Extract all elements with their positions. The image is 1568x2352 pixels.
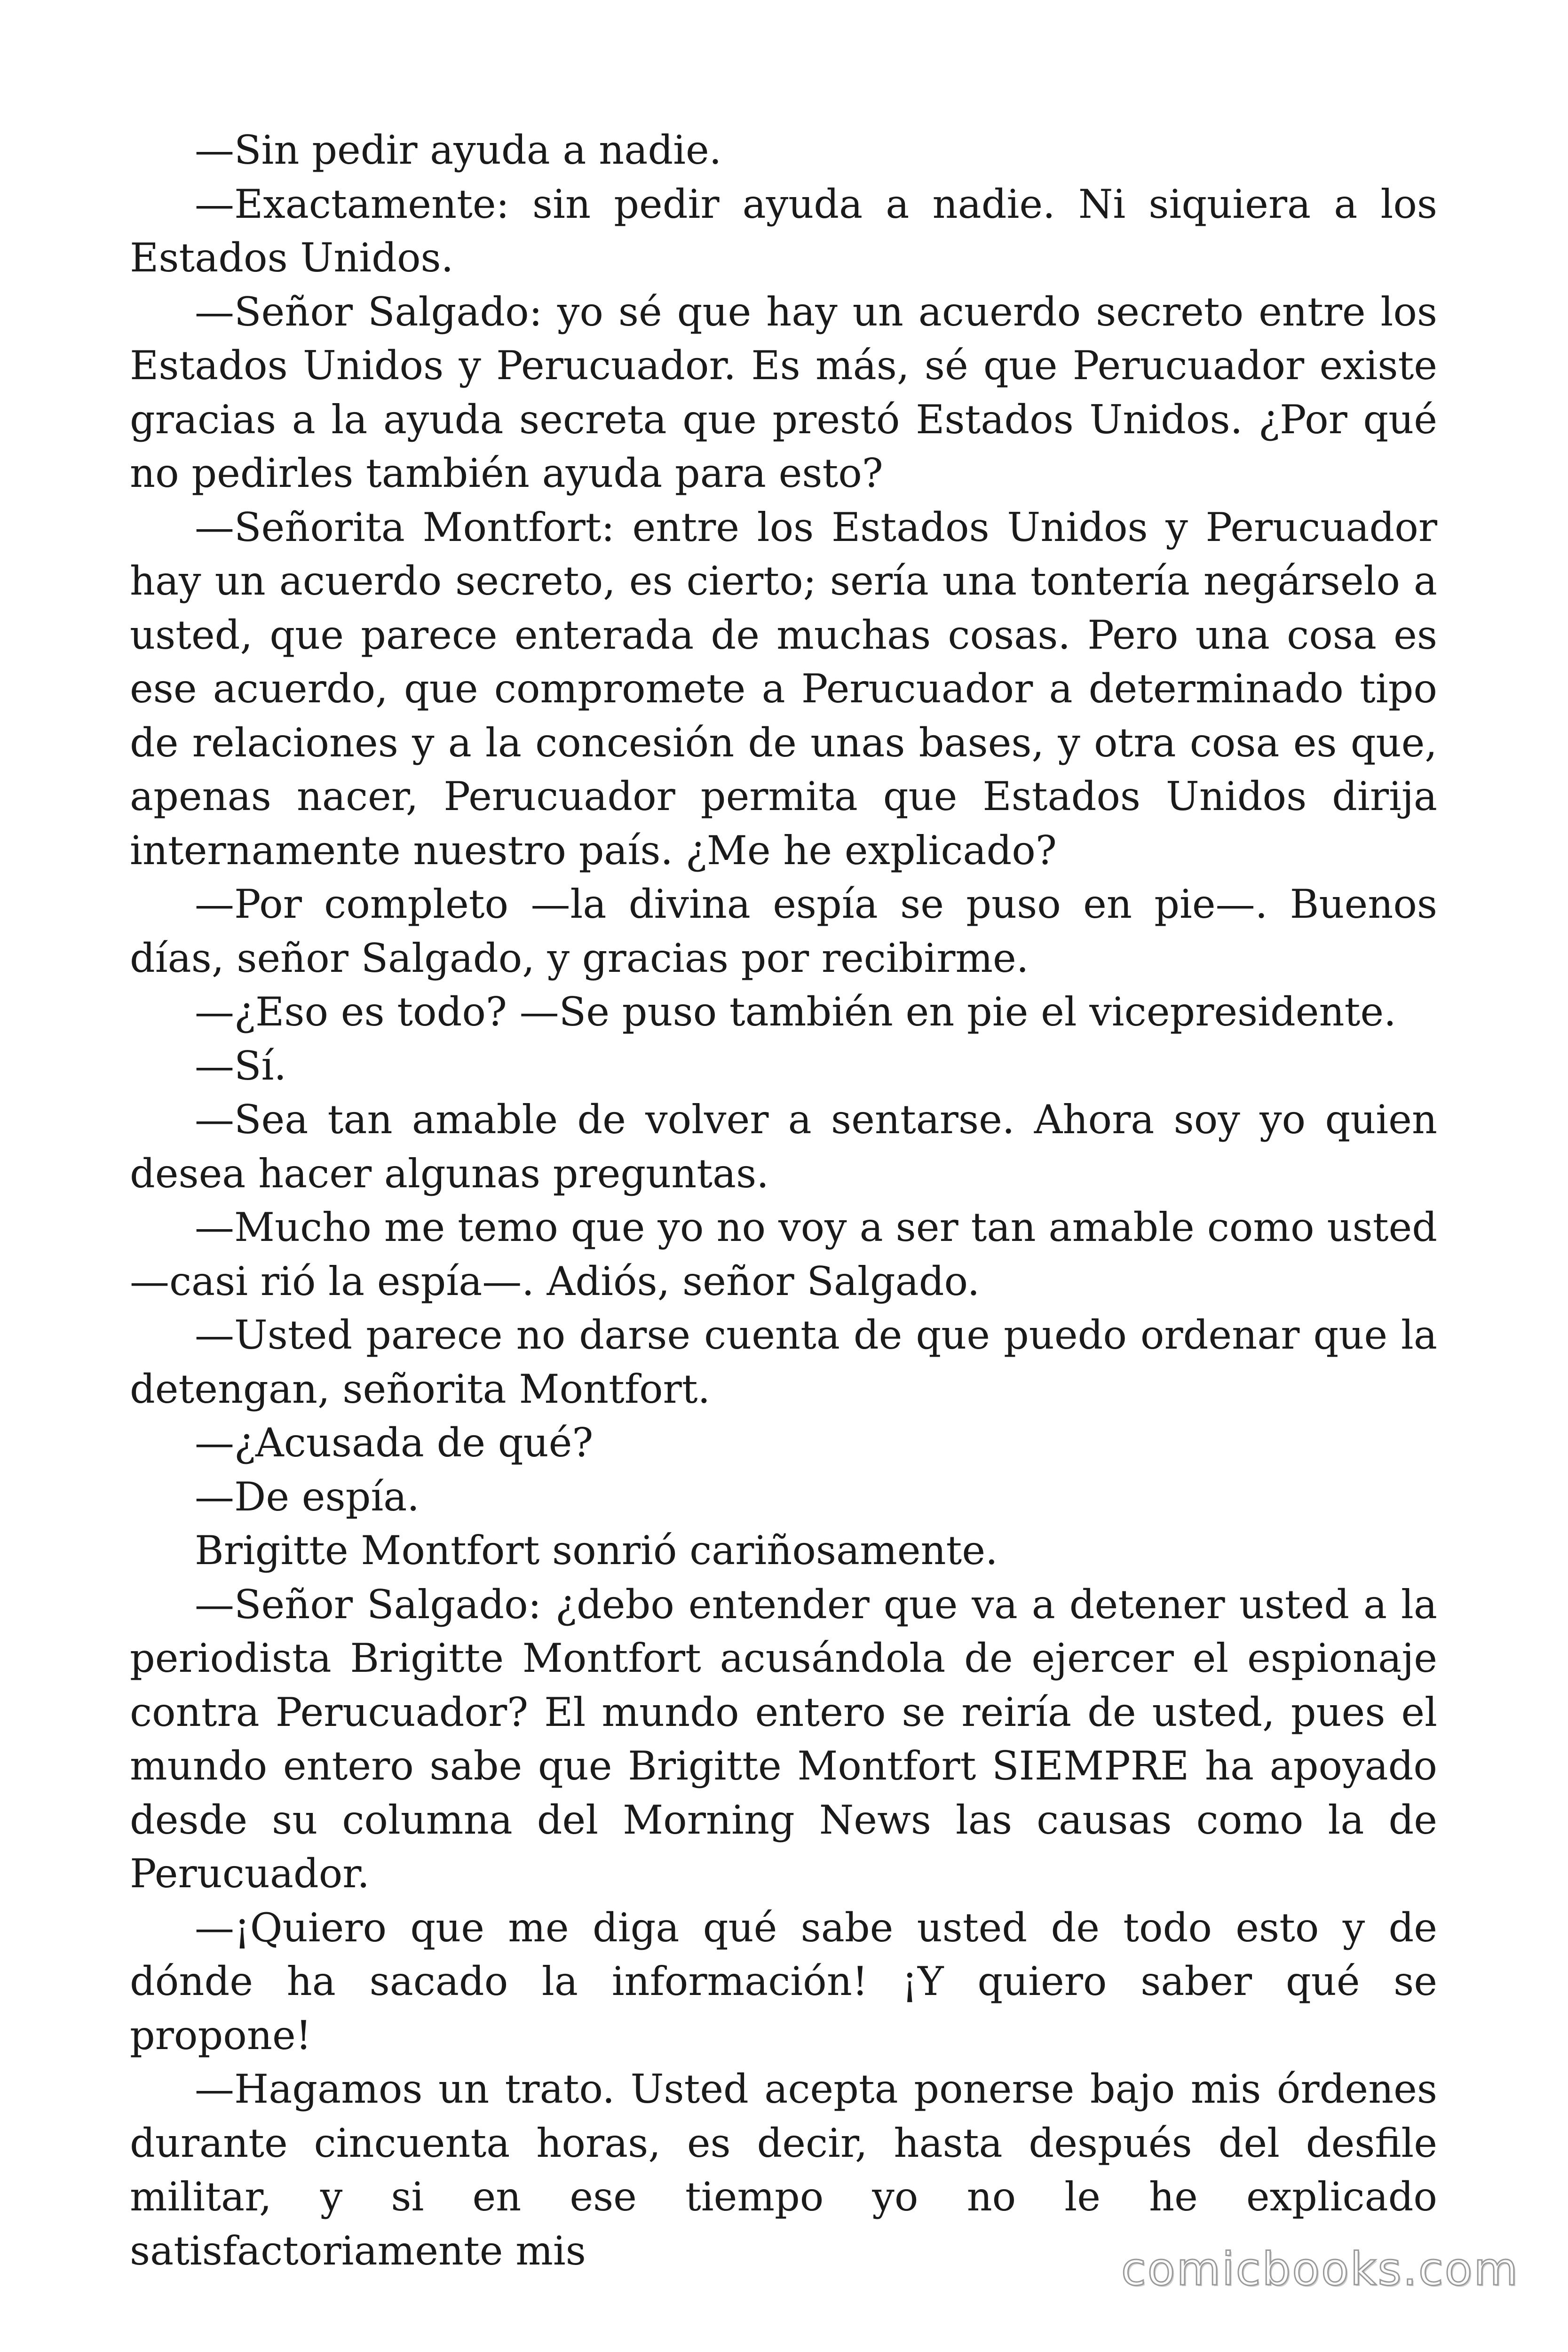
paragraph: Brigitte Montfort sonrió cariñosamente. [195, 1527, 998, 1573]
page-body [130, 123, 1437, 2278]
paragraph: —¿Eso es todo? —Se puso también en pie el vicepresidente. [195, 989, 1396, 1035]
paragraph: —Sí. [195, 1042, 287, 1089]
watermark: comicbooks.com [1121, 2243, 1519, 2296]
paragraph: —¿Acusada de qué? [195, 1420, 594, 1466]
paragraph: —Por completo —la divina espía se puso en pie—. Buenos días, señor Salgado, y gracias por recibirme. [130, 881, 1437, 981]
paragraph: —Señor Salgado: ¿debo entender que va a detener usted a la periodista Brigitte Montfort acusándola de ejercer el espionaje contra Perucuador? El mundo entero se reiría de usted, pues el mundo entero sabe que Brigitte Montfort SIEMPRE ha apoyado desde su columna del Morning News las causas como la de Perucuador. [130, 1581, 1437, 1897]
paragraph: —Señor Salgado: yo sé que hay un acuerdo secreto entre los Estados Unidos y Perucuador. Es más, sé que Perucuador existe gracias a la ayuda secreta que prestó Estados Unidos. ¿Por qué no pedirles también ayuda para esto? [130, 288, 1437, 496]
paragraph: —Exactamente: sin pedir ayuda a nadie. Ni siquiera a los Estados Unidos. [130, 181, 1437, 281]
paragraph: —Mucho me temo que yo no voy a ser tan amable como usted —casi rió la espía—. Adiós, señor Salgado. [130, 1204, 1437, 1304]
paragraph: —Sea tan amable de volver a sentarse. Ahora soy yo quien desea hacer algunas preguntas. [130, 1097, 1437, 1197]
paragraph: —Señorita Montfort: entre los Estados Unidos y Perucuador hay un acuerdo secreto, es cierto; sería una tontería negárselo a usted, que parece enterada de muchas cosas. Pero una cosa es ese acuerdo, que compromete a Perucuador a determinado tipo de relaciones y a la concesión de unas bases, y otra cosa es que, apenas nacer, Perucuador permita que Estados Unidos dirija internamente nuestro país. ¿Me he explicado? [130, 504, 1437, 874]
paragraph: —¡Quiero que me diga qué sabe usted de todo esto y de dónde ha sacado la información! ¡Y quiero saber qué se propone! [130, 1904, 1437, 2058]
paragraph: —Sin pedir ayuda a nadie. [195, 127, 722, 173]
paragraph: —Usted parece no darse cuenta de que puedo ordenar que la detengan, señorita Montfort. [130, 1312, 1437, 1412]
paragraph: —De espía. [195, 1473, 420, 1520]
paragraph: —Hagamos un trato. Usted acepta ponerse bajo mis órdenes durante cincuenta horas, es decir, hasta después del desfile militar, y si en ese tiempo yo no le he explicado satisfactoriamente mis [130, 2066, 1437, 2274]
